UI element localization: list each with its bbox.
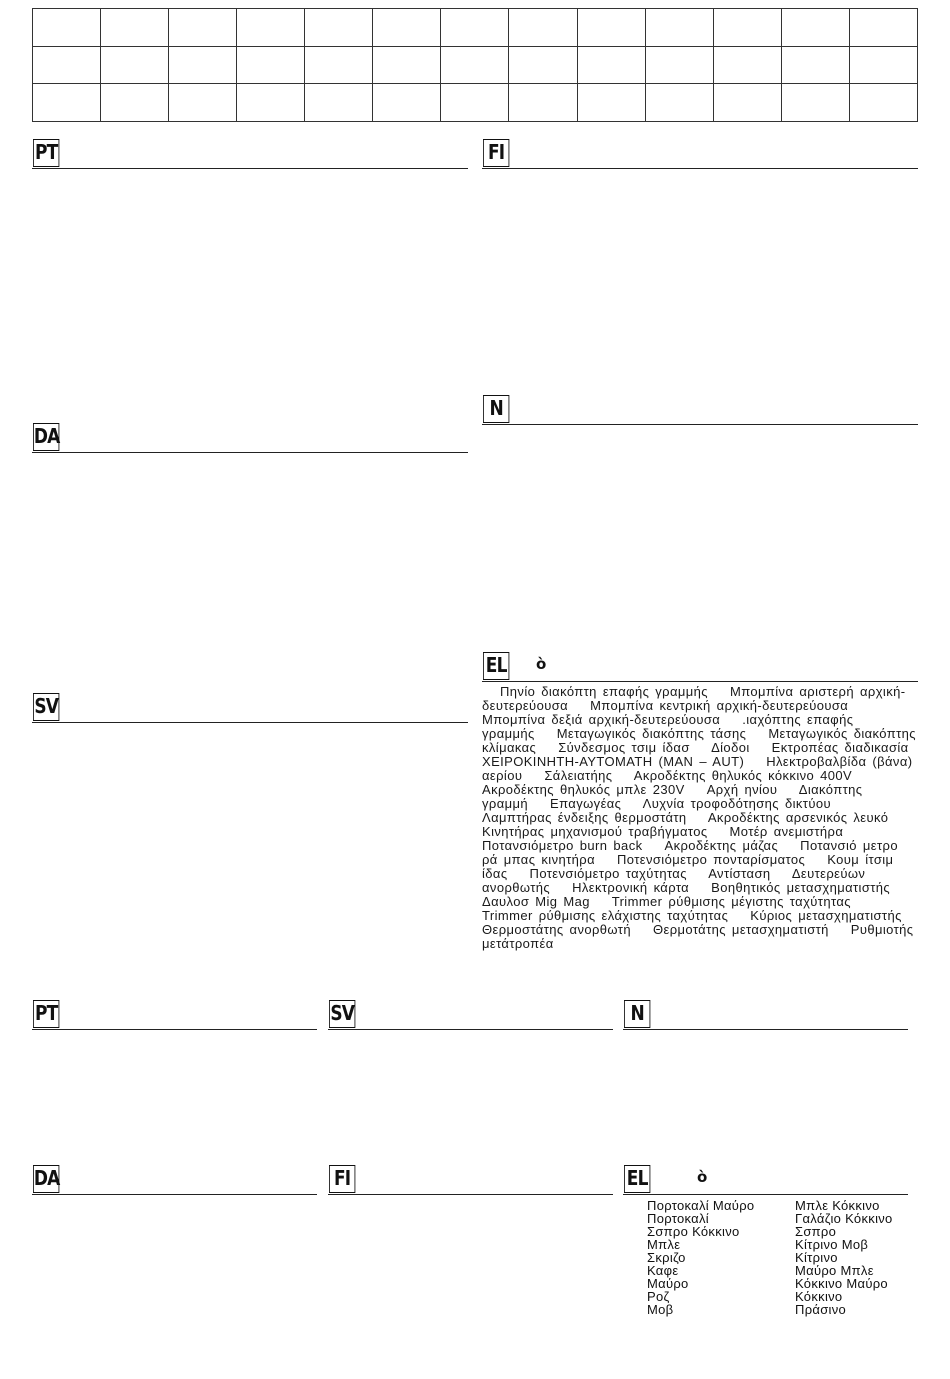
grid-cell	[849, 46, 917, 84]
grid-cell	[509, 46, 577, 84]
legend-item: Μοτέρ ανεμιστήρα	[729, 824, 844, 839]
grid-cell	[509, 9, 577, 47]
language-code-badge: PT	[33, 1000, 59, 1028]
legend-item: Δαυλοσ Mig Mag	[482, 894, 590, 909]
legend-item: Ηλεκτροβαλβίδα (βάνα) αερίου	[482, 754, 913, 783]
section-header	[32, 1163, 317, 1195]
color-item: Κίτρινο	[795, 1250, 838, 1265]
grid-row	[33, 46, 918, 84]
legend-item: Ηλεκτρονική κάρτα	[572, 880, 690, 895]
language-code-badge: SV	[33, 693, 59, 721]
color-item: Σσπρο	[795, 1224, 837, 1239]
grid-cell	[849, 84, 917, 122]
section-header	[32, 691, 468, 723]
grid-cell	[33, 46, 101, 84]
legend-item: Θερμοτάτης μετασχηματιστή	[652, 922, 829, 937]
component-legend	[482, 685, 918, 951]
language-code-badge: DA	[33, 1165, 59, 1193]
header-grid-table	[32, 8, 918, 122]
grid-cell	[713, 84, 781, 122]
color-column-2	[795, 1199, 925, 1316]
grid-row	[33, 84, 918, 122]
grid-cell	[577, 46, 645, 84]
grid-cell	[373, 84, 441, 122]
legend-item: Ακροδέκτης μάζας	[664, 838, 779, 853]
color-item: Κόκκινο	[795, 1289, 843, 1304]
color-item: Σσπρο Κόκκινο	[647, 1224, 740, 1239]
grid-cell	[101, 84, 169, 122]
wire-color-legend	[647, 1199, 908, 1316]
section-header	[482, 393, 918, 425]
grid-cell	[781, 46, 849, 84]
color-item: Ροζ	[647, 1289, 670, 1304]
legend-item: Διακόπτης γραμμή	[482, 782, 863, 811]
legend-item: Κουμ ίτσιμ ίδας	[482, 852, 894, 881]
language-code-badge: FI	[329, 1165, 355, 1193]
grid-cell	[305, 9, 373, 47]
grid-cell	[781, 9, 849, 47]
section-n-bottom	[623, 998, 908, 1030]
grid-cell	[577, 84, 645, 122]
grid-cell	[781, 84, 849, 122]
grid-cell	[713, 9, 781, 47]
legend-item: Αντίσταση	[708, 866, 771, 881]
legend-item: Ακροδέκτης αρσενικός λευκό	[707, 810, 889, 825]
color-item: Καφε	[647, 1263, 679, 1278]
section-n-top	[482, 393, 918, 425]
legend-item: Λαμπτήρας ένδειξης θερμοστάτη	[482, 810, 687, 825]
legend-item: Ποτανσιόμετρο burn back	[482, 838, 643, 853]
section-fi-top	[482, 137, 918, 169]
grid-cell	[373, 9, 441, 47]
grid-cell	[577, 9, 645, 47]
color-column-1	[647, 1199, 795, 1316]
legend-item: Πηνίο διακόπτη επαφής γραμμής	[500, 684, 708, 699]
legend-item: Δίοδοι	[711, 740, 750, 755]
color-item: Σκριζο	[647, 1250, 686, 1265]
legend-item: Μεταγωγικός διακόπτης τάσης	[556, 726, 747, 741]
grid-cell	[849, 9, 917, 47]
section-header	[482, 137, 918, 169]
legend-item: Σύνδεσμος τσιμ ίδασ	[558, 740, 690, 755]
language-code-badge: EL	[624, 1165, 650, 1193]
section-header	[328, 998, 613, 1030]
grid-cell	[33, 9, 101, 47]
grid-cell	[645, 9, 713, 47]
legend-item: Μεταγωγικός διακόπτης κλίμακας	[482, 726, 916, 755]
section-sv-bottom	[328, 998, 613, 1030]
grid-cell	[33, 84, 101, 122]
grid-cell	[373, 46, 441, 84]
grid-cell	[169, 9, 237, 47]
legend-item: Δευτερεύων ανορθωτής	[482, 866, 866, 895]
color-item: Μπλε	[647, 1237, 681, 1252]
legend-item: Βοηθητικός μετασχηματιστής	[711, 880, 891, 895]
section-sv-top	[32, 691, 468, 723]
section-header	[623, 1163, 908, 1195]
legend-item: Ποτενσιόμετρο ταχύτητας	[529, 866, 687, 881]
grid-cell	[101, 9, 169, 47]
legend-item: Ποτανσιό μετρο ρά μπας κινητήρα	[482, 838, 898, 867]
section-header	[32, 421, 468, 453]
grid-cell	[713, 46, 781, 84]
grid-cell	[441, 9, 509, 47]
section-suffix: ὸ	[697, 1168, 708, 1186]
grid-cell	[101, 46, 169, 84]
grid-cell	[237, 46, 305, 84]
color-item: Μπλε Κόκκινο	[795, 1198, 880, 1213]
color-item: Πράσινο	[795, 1302, 847, 1317]
legend-item: Κινητήρας μηχανισμού τραβήγματος	[482, 824, 708, 839]
section-pt-top	[32, 137, 468, 169]
language-code-badge: DA	[33, 423, 59, 451]
section-fi-bottom	[328, 1163, 613, 1195]
language-code-badge: N	[624, 1000, 650, 1028]
legend-item: Ακροδέκτης θηλυκός κόκκινο 400V	[633, 768, 853, 783]
legend-item: Trimmer ρύθμισης μέγιστης ταχύτητας	[611, 894, 851, 909]
grid-cell	[305, 46, 373, 84]
legend-item: .ιαχόπτης επαφής γραμμής	[482, 712, 854, 741]
color-item: Γαλάζιο Κόκκινο	[795, 1211, 893, 1226]
section-da-bottom	[32, 1163, 317, 1195]
section-el-top	[482, 650, 918, 951]
grid-cell	[237, 84, 305, 122]
legend-item: Μπομπίνα δεξιά αρχική-δευτερεύουσα	[482, 712, 721, 727]
legend-item: Επαγωγέας	[550, 796, 622, 811]
legend-item: Λυχνία τροφοδότησης δικτύου	[642, 796, 831, 811]
language-code-badge: PT	[33, 139, 59, 167]
grid-cell	[441, 46, 509, 84]
language-code-badge: N	[483, 395, 509, 423]
grid-row	[33, 9, 918, 47]
section-el-bottom	[623, 1163, 908, 1316]
legend-item: Ποτενσιόμετρο πονταρίσματος	[617, 852, 806, 867]
grid-cell	[169, 84, 237, 122]
language-code-badge: SV	[329, 1000, 355, 1028]
legend-item: Μπομπίνα αριστερή αρχική-δευτερεύουσα	[482, 684, 906, 713]
section-header	[32, 137, 468, 169]
grid-cell	[645, 84, 713, 122]
grid-cell	[169, 46, 237, 84]
color-item: Κόκκινο Μαύρο	[795, 1276, 888, 1291]
color-item: Πορτοκαλί Μαύρο	[647, 1198, 755, 1213]
legend-item: Ρυθμιοτής μετάτροπέα	[482, 922, 914, 951]
legend-item: Εκτροπέας διαδικασία ΧΕΙΡΟΚΙΝΗΤΗ-ΑΥΤΟΜΑΤΗ (MAN – AUT)	[482, 740, 909, 769]
section-header	[623, 998, 908, 1030]
section-pt-bottom	[32, 998, 317, 1030]
color-item: Μαύρο Μπλε	[795, 1263, 874, 1278]
section-header	[32, 998, 317, 1030]
language-code-badge: EL	[483, 652, 509, 680]
color-item: Μαύρο	[647, 1276, 689, 1291]
legend-item: Trimmer ρύθμισης ελάχιστης ταχύτητας	[482, 908, 729, 923]
legend-item: Ακροδέκτης θηλυκός μπλε 230V	[482, 782, 685, 797]
grid-cell	[509, 84, 577, 122]
legend-item: Αρχή ηνίου	[706, 782, 778, 797]
section-header	[328, 1163, 613, 1195]
section-header	[482, 650, 918, 682]
legend-item: Σάλειατήης	[544, 768, 613, 783]
language-code-badge: FI	[483, 139, 509, 167]
legend-item: Κύριος μετασχηματιστής	[750, 908, 902, 923]
section-da-top	[32, 421, 468, 453]
color-item: Πορτοκαλί	[647, 1211, 709, 1226]
color-item: Κίτρινο Μοβ	[795, 1237, 869, 1252]
color-item: Μοβ	[647, 1302, 674, 1317]
grid-cell	[441, 84, 509, 122]
grid-cell	[237, 9, 305, 47]
section-suffix: ὸ	[536, 655, 547, 673]
grid-cell	[645, 46, 713, 84]
legend-item: Μπομπίνα κεντρική αρχική-δευτερεύουσα	[590, 698, 849, 713]
legend-item: Θερμοστάτης ανορθωτή	[482, 922, 631, 937]
grid-cell	[305, 84, 373, 122]
